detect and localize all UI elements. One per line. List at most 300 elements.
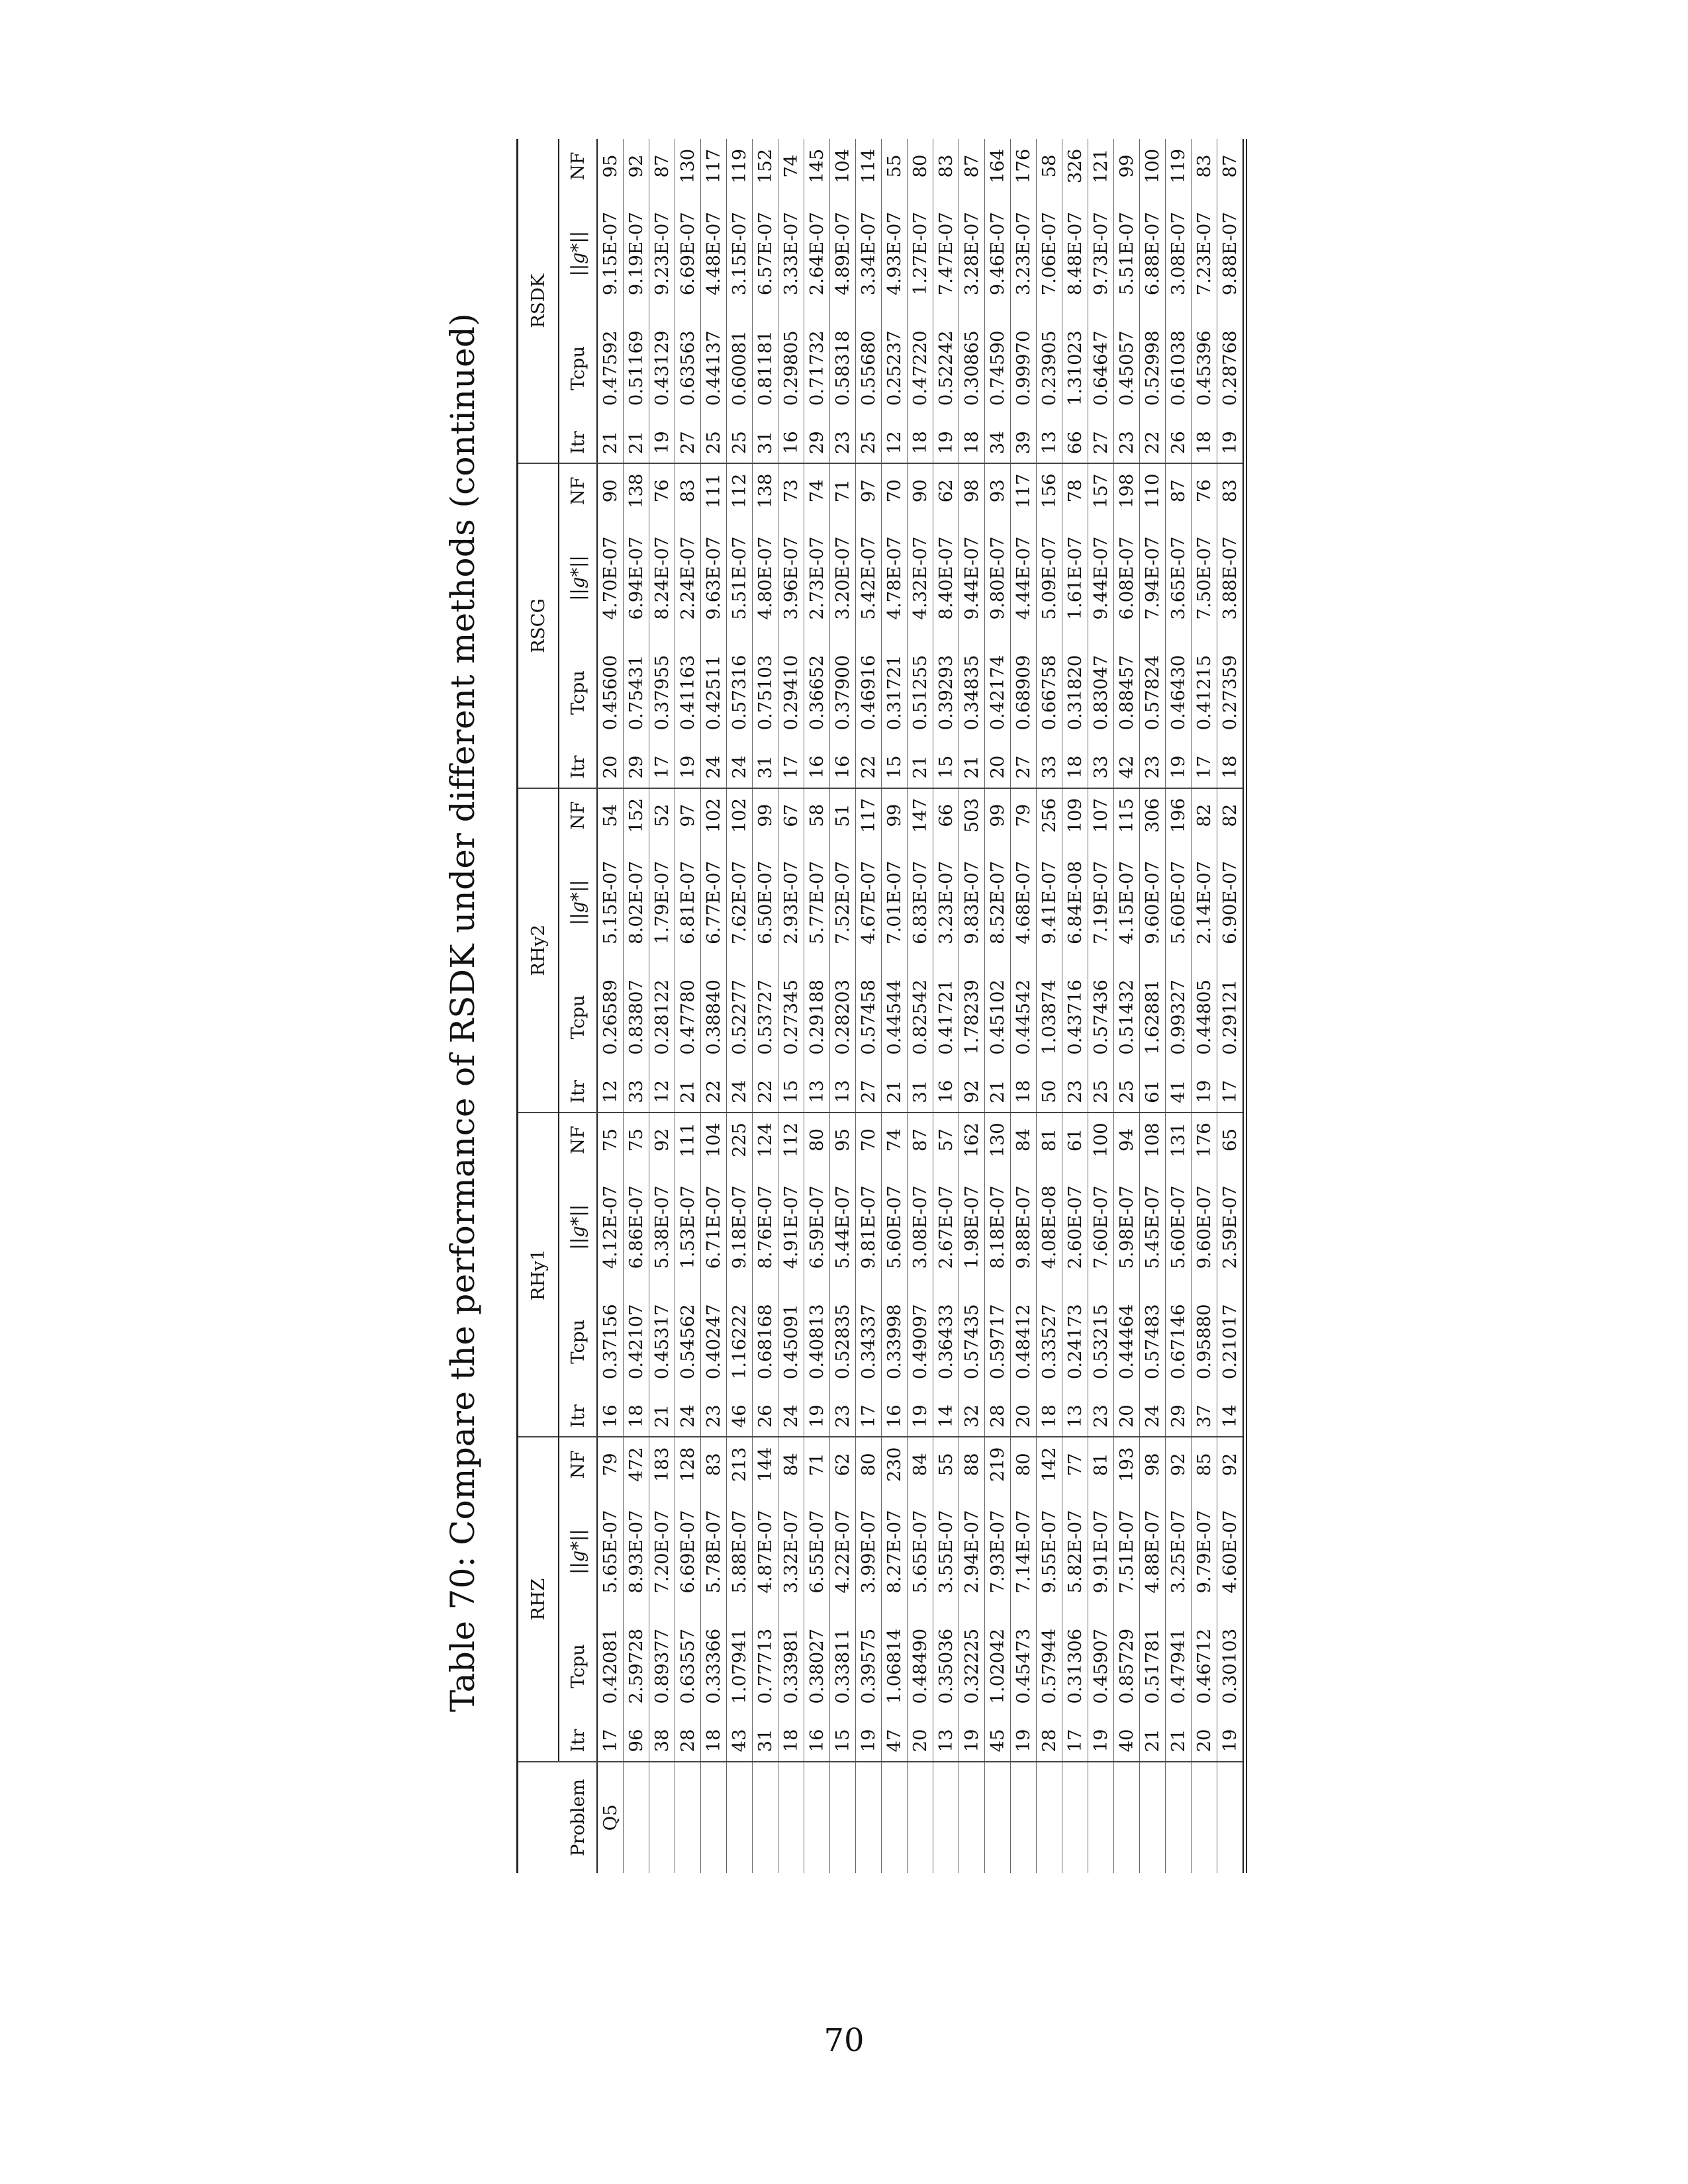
value-cell: 21 bbox=[677, 1079, 698, 1103]
value-cell: 18 bbox=[1013, 1079, 1034, 1103]
value-cell: 2.93E-07 bbox=[780, 860, 802, 944]
value-cell: 0.28122 bbox=[651, 979, 673, 1055]
problem-cell bbox=[1114, 1762, 1140, 1873]
table-row bbox=[778, 139, 804, 1873]
value-cell: 9.63E-07 bbox=[703, 536, 724, 620]
value-cell: 7.20E-07 bbox=[651, 1510, 673, 1594]
value-cell: 7.23E-07 bbox=[1194, 212, 1215, 296]
value-cell: 0.33366 bbox=[703, 1628, 724, 1704]
value-cell: 5.60E-07 bbox=[1168, 1185, 1189, 1269]
value-cell: 0.99970 bbox=[1013, 330, 1034, 406]
value-cell: 0.45317 bbox=[651, 1304, 673, 1380]
value-cell: 9.18E-07 bbox=[729, 1185, 750, 1269]
value-cell: 27 bbox=[677, 431, 698, 455]
value-cell: 20 bbox=[1194, 1729, 1215, 1752]
value-cell: 92 bbox=[1217, 1437, 1245, 1491]
value-cell: 0.71732 bbox=[806, 330, 827, 406]
table-row bbox=[933, 139, 959, 1873]
value-cell: 157 bbox=[1088, 463, 1114, 518]
value-cell: 25 bbox=[1116, 1079, 1137, 1103]
value-cell: 0.52998 bbox=[1142, 330, 1163, 406]
value-cell: 0.95880 bbox=[1194, 1304, 1215, 1380]
value-cell: 17 bbox=[651, 755, 673, 779]
value-cell: 4.89E-07 bbox=[832, 212, 853, 296]
value-cell: 66 bbox=[933, 788, 959, 842]
table-row bbox=[624, 139, 649, 1873]
value-cell: 124 bbox=[753, 1113, 778, 1167]
value-cell: 51 bbox=[830, 788, 856, 842]
value-cell: 17 bbox=[780, 755, 802, 779]
column-header-tcpu: Tcpu bbox=[567, 345, 588, 390]
value-cell: 102 bbox=[727, 788, 753, 842]
value-cell: 0.37156 bbox=[600, 1304, 621, 1380]
table-body bbox=[597, 139, 1245, 1873]
problem-cell bbox=[1062, 1762, 1088, 1873]
value-cell: 21 bbox=[600, 431, 621, 455]
value-cell: 109 bbox=[1062, 788, 1088, 842]
value-cell: 25 bbox=[858, 431, 879, 455]
value-cell: 20 bbox=[600, 755, 621, 779]
value-cell: 0.74590 bbox=[987, 330, 1008, 406]
value-cell: 21 bbox=[1142, 1729, 1163, 1752]
value-cell: 90 bbox=[908, 463, 933, 518]
value-cell: 24 bbox=[1142, 1404, 1163, 1428]
value-cell: 18 bbox=[703, 1729, 724, 1752]
value-cell: 71 bbox=[804, 1437, 830, 1491]
value-cell: 94 bbox=[1114, 1113, 1140, 1167]
value-cell: 31 bbox=[755, 431, 776, 455]
value-cell: 21 bbox=[1168, 1729, 1189, 1752]
value-cell: 0.40813 bbox=[806, 1304, 827, 1380]
problem-cell bbox=[1192, 1762, 1217, 1873]
value-cell: 0.66758 bbox=[1039, 655, 1060, 731]
value-cell: 24 bbox=[780, 1404, 802, 1428]
value-cell: 2.60E-07 bbox=[1064, 1185, 1086, 1269]
value-cell: 100 bbox=[1142, 148, 1163, 184]
value-cell: 9.88E-07 bbox=[1219, 212, 1241, 296]
value-cell: 92 bbox=[961, 1079, 982, 1103]
value-cell: 99 bbox=[1116, 154, 1137, 178]
value-cell: 0.41163 bbox=[677, 655, 698, 731]
value-cell: 0.30865 bbox=[961, 330, 982, 406]
value-cell: 22 bbox=[755, 1079, 776, 1103]
value-cell: 70 bbox=[882, 463, 908, 518]
value-cell: 19 bbox=[1219, 431, 1241, 455]
table-row bbox=[1192, 139, 1217, 1873]
value-cell: 5.42E-07 bbox=[858, 536, 879, 620]
value-cell: 14 bbox=[935, 1404, 957, 1428]
value-cell: 7.93E-07 bbox=[987, 1510, 1008, 1594]
value-cell: 21 bbox=[961, 755, 982, 779]
value-cell: 0.68909 bbox=[1013, 655, 1034, 731]
column-header-row bbox=[559, 139, 597, 1873]
method-header-rhz: RHZ bbox=[518, 1437, 559, 1761]
value-cell: 0.46712 bbox=[1194, 1628, 1215, 1704]
value-cell: 213 bbox=[727, 1437, 753, 1491]
value-cell: 0.36652 bbox=[806, 655, 827, 731]
value-cell: 80 bbox=[1011, 1437, 1037, 1491]
value-cell: 18 bbox=[1039, 1404, 1060, 1428]
value-cell: 0.81181 bbox=[755, 330, 776, 406]
table-row bbox=[1011, 139, 1037, 1873]
value-cell: 67 bbox=[778, 788, 804, 842]
value-cell: 0.31721 bbox=[884, 655, 905, 731]
column-header-nf: NF bbox=[559, 463, 597, 518]
table-row bbox=[959, 139, 985, 1873]
value-cell: 8.76E-07 bbox=[755, 1185, 776, 1269]
value-cell: 6.90E-07 bbox=[1219, 860, 1241, 944]
value-cell: 55 bbox=[884, 154, 905, 178]
value-cell: 0.57435 bbox=[961, 1304, 982, 1380]
value-cell: 13 bbox=[1064, 1404, 1086, 1428]
value-cell: 31 bbox=[755, 1729, 776, 1752]
value-cell: 0.63563 bbox=[677, 330, 698, 406]
problem-cell bbox=[933, 1762, 959, 1873]
value-cell: 4.78E-07 bbox=[884, 536, 905, 620]
problem-cell bbox=[649, 1762, 675, 1873]
value-cell: 23 bbox=[1090, 1404, 1111, 1428]
value-cell: 130 bbox=[985, 1113, 1011, 1167]
value-cell: 119 bbox=[729, 148, 750, 184]
value-cell: 0.33998 bbox=[884, 1304, 905, 1380]
value-cell: 99 bbox=[882, 788, 908, 842]
value-cell: 1.06814 bbox=[884, 1628, 905, 1704]
value-cell: 111 bbox=[675, 1113, 701, 1167]
value-cell: 92 bbox=[626, 154, 647, 178]
value-cell: 4.87E-07 bbox=[755, 1510, 776, 1594]
value-cell: 4.67E-07 bbox=[858, 860, 879, 944]
value-cell: 0.31306 bbox=[1064, 1628, 1086, 1704]
value-cell: 22 bbox=[703, 1079, 724, 1103]
value-cell: 27 bbox=[1013, 755, 1034, 779]
table-row bbox=[1140, 139, 1166, 1873]
value-cell: 6.86E-07 bbox=[626, 1185, 647, 1269]
value-cell: 0.57316 bbox=[729, 655, 750, 731]
value-cell: 0.47780 bbox=[677, 979, 698, 1055]
value-cell: 21 bbox=[987, 1079, 1008, 1103]
table-row bbox=[985, 139, 1011, 1873]
value-cell: 26 bbox=[755, 1404, 776, 1428]
value-cell: 0.39293 bbox=[935, 655, 957, 731]
value-cell: 117 bbox=[703, 148, 724, 184]
problem-cell bbox=[1166, 1762, 1192, 1873]
value-cell: 8.24E-07 bbox=[651, 536, 673, 620]
value-cell: 0.57944 bbox=[1039, 1628, 1060, 1704]
value-cell: 7.62E-07 bbox=[729, 860, 750, 944]
value-cell: 3.99E-07 bbox=[858, 1510, 879, 1594]
value-cell: 0.44542 bbox=[1013, 979, 1034, 1055]
value-cell: 4.22E-07 bbox=[832, 1510, 853, 1594]
value-cell: 0.51781 bbox=[1142, 1628, 1163, 1704]
table-row bbox=[882, 139, 908, 1873]
value-cell: 3.32E-07 bbox=[780, 1510, 802, 1594]
value-cell: 24 bbox=[703, 755, 724, 779]
column-header-tcpu: Tcpu bbox=[567, 995, 588, 1040]
problem-cell bbox=[1140, 1762, 1166, 1873]
value-cell: 0.38027 bbox=[806, 1628, 827, 1704]
value-cell: 4.44E-07 bbox=[1013, 536, 1034, 620]
results-table bbox=[516, 139, 1247, 1873]
value-cell: 33 bbox=[1090, 755, 1111, 779]
value-cell: 15 bbox=[832, 1729, 853, 1752]
value-cell: 7.19E-07 bbox=[1090, 860, 1111, 944]
value-cell: 1.02042 bbox=[987, 1628, 1008, 1704]
value-cell: 4.93E-07 bbox=[884, 212, 905, 296]
value-cell: 24 bbox=[729, 1079, 750, 1103]
value-cell: 0.61038 bbox=[1168, 330, 1189, 406]
problem-cell bbox=[985, 1762, 1011, 1873]
table-row bbox=[727, 139, 753, 1873]
value-cell: 74 bbox=[780, 154, 802, 178]
value-cell: 17 bbox=[858, 1404, 879, 1428]
value-cell: 76 bbox=[649, 463, 675, 518]
value-cell: 1.03874 bbox=[1039, 979, 1060, 1055]
problem-cell bbox=[804, 1762, 830, 1873]
value-cell: 92 bbox=[1166, 1437, 1192, 1491]
value-cell: 20 bbox=[910, 1729, 931, 1752]
value-cell: 6.50E-07 bbox=[755, 860, 776, 944]
value-cell: 0.53727 bbox=[755, 979, 776, 1055]
value-cell: 1.61E-07 bbox=[1064, 536, 1086, 620]
value-cell: 25 bbox=[729, 431, 750, 455]
value-cell: 9.19E-07 bbox=[626, 212, 647, 296]
value-cell: 112 bbox=[727, 463, 753, 518]
value-cell: 114 bbox=[858, 148, 879, 184]
value-cell: 21 bbox=[884, 1079, 905, 1103]
value-cell: 156 bbox=[1037, 463, 1062, 518]
value-cell: 9.83E-07 bbox=[961, 860, 982, 944]
value-cell: 0.51255 bbox=[910, 655, 931, 731]
value-cell: 0.29121 bbox=[1219, 979, 1241, 1055]
value-cell: 29 bbox=[626, 755, 647, 779]
value-cell: 16 bbox=[935, 1079, 957, 1103]
value-cell: 9.60E-07 bbox=[1194, 1185, 1215, 1269]
value-cell: 306 bbox=[1140, 788, 1166, 842]
value-cell: 46 bbox=[729, 1404, 750, 1428]
value-cell: 19 bbox=[677, 755, 698, 779]
value-cell: 4.12E-07 bbox=[600, 1185, 621, 1269]
table-row bbox=[597, 139, 624, 1873]
value-cell: 0.26589 bbox=[600, 979, 621, 1055]
value-cell: 0.45091 bbox=[780, 1304, 802, 1380]
value-cell: 15 bbox=[780, 1079, 802, 1103]
value-cell: 4.70E-07 bbox=[600, 536, 621, 620]
method-header-rhy2: RHy2 bbox=[518, 788, 559, 1113]
value-cell: 3.34E-07 bbox=[858, 212, 879, 296]
value-cell: 16 bbox=[832, 755, 853, 779]
value-cell: 0.52277 bbox=[729, 979, 750, 1055]
value-cell: 0.25237 bbox=[884, 330, 905, 406]
value-cell: 0.46916 bbox=[858, 655, 879, 731]
value-cell: 193 bbox=[1114, 1437, 1140, 1491]
value-cell: 0.27359 bbox=[1219, 655, 1241, 731]
value-cell: 82 bbox=[1217, 788, 1245, 842]
value-cell: 22 bbox=[1142, 431, 1163, 455]
value-cell: 12 bbox=[651, 1079, 673, 1103]
value-cell: 0.37900 bbox=[832, 655, 853, 731]
value-cell: 0.32225 bbox=[961, 1628, 982, 1704]
value-cell: 0.49097 bbox=[910, 1304, 931, 1380]
value-cell: 3.15E-07 bbox=[729, 212, 750, 296]
value-cell: 0.88457 bbox=[1116, 655, 1137, 731]
value-cell: 8.27E-07 bbox=[884, 1510, 905, 1594]
value-cell: 4.80E-07 bbox=[755, 536, 776, 620]
value-cell: 83 bbox=[701, 1437, 727, 1491]
value-cell: 5.45E-07 bbox=[1142, 1185, 1163, 1269]
value-cell: 88 bbox=[959, 1437, 985, 1491]
value-cell: 19 bbox=[961, 1729, 982, 1752]
value-cell: 20 bbox=[987, 755, 1008, 779]
column-header-problem: Problem bbox=[559, 1762, 597, 1873]
value-cell: 9.44E-07 bbox=[1090, 536, 1111, 620]
value-cell: 7.50E-07 bbox=[1194, 536, 1215, 620]
value-cell: 97 bbox=[856, 463, 882, 518]
value-cell: 0.44805 bbox=[1194, 979, 1215, 1055]
value-cell: 7.06E-07 bbox=[1039, 212, 1060, 296]
value-cell: 0.59717 bbox=[987, 1304, 1008, 1380]
value-cell: 17 bbox=[1194, 755, 1215, 779]
value-cell: 71 bbox=[830, 463, 856, 518]
value-cell: 9.88E-07 bbox=[1013, 1185, 1034, 1269]
value-cell: 0.31820 bbox=[1064, 655, 1086, 731]
value-cell: 6.94E-07 bbox=[626, 536, 647, 620]
value-cell: 0.23905 bbox=[1039, 330, 1060, 406]
column-header-nf: NF bbox=[567, 152, 588, 181]
table-row bbox=[649, 139, 675, 1873]
value-cell: 85 bbox=[1192, 1437, 1217, 1491]
value-cell: 0.30103 bbox=[1219, 1628, 1241, 1704]
value-cell: 1.62881 bbox=[1142, 979, 1163, 1055]
value-cell: 23 bbox=[1116, 431, 1137, 455]
value-cell: 23 bbox=[703, 1404, 724, 1428]
value-cell: 326 bbox=[1064, 148, 1086, 184]
value-cell: 9.91E-07 bbox=[1090, 1510, 1111, 1594]
value-cell: 29 bbox=[1168, 1404, 1189, 1428]
value-cell: 5.98E-07 bbox=[1116, 1185, 1137, 1269]
value-cell: 3.55E-07 bbox=[935, 1510, 957, 1594]
problem-cell: Q5 bbox=[597, 1762, 624, 1873]
table-row bbox=[1114, 139, 1140, 1873]
value-cell: 9.41E-07 bbox=[1039, 860, 1060, 944]
value-cell: 0.57483 bbox=[1142, 1304, 1163, 1380]
value-cell: 24 bbox=[677, 1404, 698, 1428]
value-cell: 18 bbox=[1194, 431, 1215, 455]
value-cell: 3.23E-07 bbox=[1013, 212, 1034, 296]
value-cell: 62 bbox=[933, 463, 959, 518]
value-cell: 18 bbox=[780, 1729, 802, 1752]
value-cell: 23 bbox=[832, 1404, 853, 1428]
value-cell: 0.46430 bbox=[1168, 655, 1189, 731]
table-row bbox=[1037, 139, 1062, 1873]
value-cell: 98 bbox=[959, 463, 985, 518]
value-cell: 6.59E-07 bbox=[806, 1185, 827, 1269]
value-cell: 19 bbox=[806, 1404, 827, 1428]
value-cell: 92 bbox=[649, 1113, 675, 1167]
value-cell: 176 bbox=[1192, 1113, 1217, 1167]
table-row bbox=[1062, 139, 1088, 1873]
value-cell: 79 bbox=[1011, 788, 1037, 842]
value-cell: 196 bbox=[1166, 788, 1192, 842]
value-cell: 3.28E-07 bbox=[961, 212, 982, 296]
value-cell: 503 bbox=[959, 788, 985, 842]
value-cell: 2.73E-07 bbox=[806, 536, 827, 620]
value-cell: 95 bbox=[600, 154, 621, 178]
value-cell: 80 bbox=[910, 154, 931, 178]
problem-cell bbox=[959, 1762, 985, 1873]
value-cell: 0.68168 bbox=[755, 1304, 776, 1380]
value-cell: 0.41721 bbox=[935, 979, 957, 1055]
value-cell: 1.98E-07 bbox=[961, 1185, 982, 1269]
value-cell: 75 bbox=[597, 1113, 624, 1167]
value-cell: 176 bbox=[1013, 148, 1034, 184]
value-cell: 5.44E-07 bbox=[832, 1185, 853, 1269]
value-cell: 0.45396 bbox=[1194, 330, 1215, 406]
problem-cell bbox=[1011, 1762, 1037, 1873]
value-cell: 8.18E-07 bbox=[987, 1185, 1008, 1269]
table-row bbox=[701, 139, 727, 1873]
value-cell: 1.53E-07 bbox=[677, 1185, 698, 1269]
value-cell: 183 bbox=[649, 1437, 675, 1491]
value-cell: 0.39575 bbox=[858, 1628, 879, 1704]
value-cell: 87 bbox=[651, 154, 673, 178]
value-cell: 84 bbox=[908, 1437, 933, 1491]
value-cell: 52 bbox=[649, 788, 675, 842]
value-cell: 7.51E-07 bbox=[1116, 1510, 1137, 1594]
value-cell: 2.59E-07 bbox=[1219, 1185, 1241, 1269]
column-header-itr: Itr bbox=[567, 755, 588, 779]
value-cell: 82 bbox=[1192, 788, 1217, 842]
table-row bbox=[675, 139, 701, 1873]
value-cell: 117 bbox=[1011, 463, 1037, 518]
value-cell: 0.34835 bbox=[961, 655, 982, 731]
table-row bbox=[804, 139, 830, 1873]
value-cell: 2.24E-07 bbox=[677, 536, 698, 620]
value-cell: 0.60081 bbox=[729, 330, 750, 406]
value-cell: 6.77E-07 bbox=[703, 860, 724, 944]
value-cell: 19 bbox=[935, 431, 957, 455]
value-cell: 21 bbox=[910, 755, 931, 779]
value-cell: 3.88E-07 bbox=[1219, 536, 1241, 620]
value-cell: 0.58318 bbox=[832, 330, 853, 406]
value-cell: 76 bbox=[1192, 463, 1217, 518]
value-cell: 4.08E-08 bbox=[1039, 1185, 1060, 1269]
value-cell: 1.27E-07 bbox=[910, 212, 931, 296]
value-cell: 0.42107 bbox=[626, 1304, 647, 1380]
value-cell: 75 bbox=[624, 1113, 649, 1167]
value-cell: 16 bbox=[806, 755, 827, 779]
value-cell: 13 bbox=[832, 1079, 853, 1103]
table-row bbox=[830, 139, 856, 1873]
value-cell: 0.33981 bbox=[780, 1628, 802, 1704]
value-cell: 3.33E-07 bbox=[780, 212, 802, 296]
value-cell: 27 bbox=[1090, 431, 1111, 455]
value-cell: 7.01E-07 bbox=[884, 860, 905, 944]
value-cell: 0.67146 bbox=[1168, 1304, 1189, 1380]
value-cell: 4.91E-07 bbox=[780, 1185, 802, 1269]
value-cell: 0.45600 bbox=[600, 655, 621, 731]
value-cell: 4.60E-07 bbox=[1219, 1510, 1241, 1594]
value-cell: 19 bbox=[651, 431, 673, 455]
value-cell: 2.59728 bbox=[626, 1628, 647, 1704]
value-cell: 117 bbox=[856, 788, 882, 842]
value-cell: 9.81E-07 bbox=[858, 1185, 879, 1269]
value-cell: 99 bbox=[753, 788, 778, 842]
value-cell: 219 bbox=[985, 1437, 1011, 1491]
value-cell: 130 bbox=[677, 148, 698, 184]
value-cell: 37 bbox=[1194, 1404, 1215, 1428]
value-cell: 9.73E-07 bbox=[1090, 212, 1111, 296]
value-cell: 3.08E-07 bbox=[910, 1185, 931, 1269]
